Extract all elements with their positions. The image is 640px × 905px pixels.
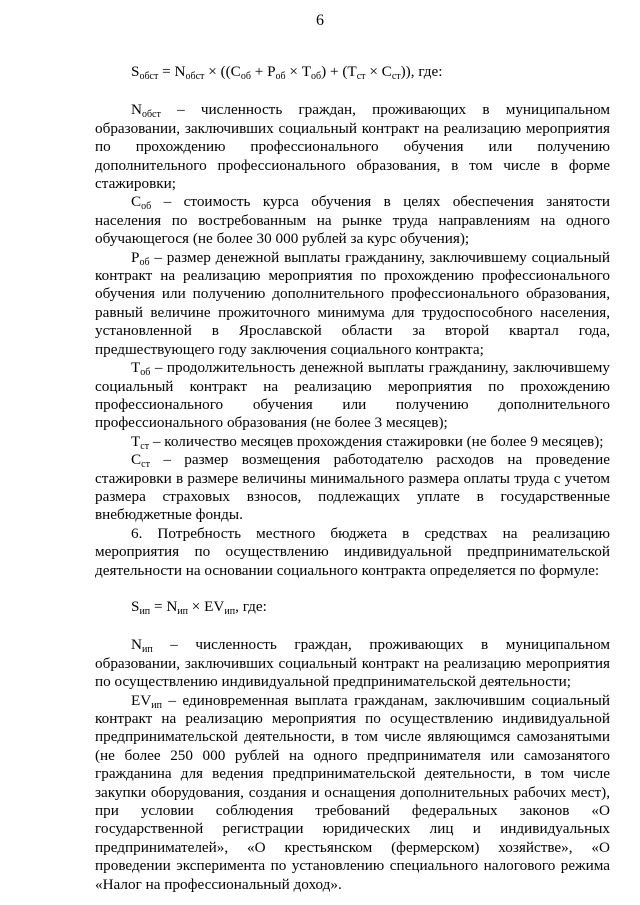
definition-c-st: $C_{ст}$ – размер возмещения работодателю расходов на проведение стажировки в размере величины минимального размера оплаты труда с учетом размера страховых взносов, подлежащих уплате в государственные внебюджетные фонды. (95, 451, 610, 524)
definition-p-ob: $P_{об}$ – размер денежной выплаты гражданину, заключившему социальный контракт на реализацию мероприятия по прохождению профессионального обучения или получению дополнительного профессионального образования, равный величине прожиточного минимума для трудоспособного населения, установленной в Ярославской области за второй квартал года, предшествующего году заключения социального контракта; (95, 248, 610, 358)
definition-ev-ip: $EV_{ип}$ – единовременная выплата гражданам, заключившим социальный контракт на реализацию мероприятия по осуществлению индивидуальной предпринимательской деятельности, в том числе являющимся самозанятыми (не более 250 000 рублей на одного предпринимателя или самозанятого гражданина для ведения предпринимательской деятельности, в том числе закупки оборудования, создания и оснащения дополнительных рабочих мест), при условии соблюдения требований федеральных законов «О государственной регистрации юридических лиц и индивидуальных предпринимателей», «О крестьянском (фермерском) хозяйстве», «О проведении эксперимента по установлению специального налогового режима «Налог на профессиональный доход». (95, 691, 610, 893)
page-content (95, 57, 610, 894)
item-6-paragraph: 6. Потребность местного бюджета в средствах на реализацию мероприятия по осуществлению индивидуальной предпринимательской деятельности на основании социального контракта определяется по формуле: (95, 524, 610, 579)
definition-c-ob: $C_{об}$ – стоимость курса обучения в целях обеспечения занятости населения по востребованным на рынке труда направлениям на одного обучающегося (не более 30 000 рублей за курс обучения); (95, 193, 610, 248)
formula-s-obst: $S_{обст} = N_{обст} \times ((C_{об} + P_{об} \times T_{об}) + (T_{ст} \times C_{ст}))$, где: (131, 63, 443, 82)
definitions-ip (95, 636, 610, 894)
definition-n-ip: $N_{ип}$ – численность граждан, проживающих в муниципальном образовании, заключивших социальный контракт на реализацию мероприятия по осуществлению индивидуальной предпринимательской деятельности; (95, 636, 610, 691)
definition-t-ob: $T_{об}$ – продолжительность денежной выплаты гражданину, заключившему социальный контракт на реализацию мероприятия по прохождению профессионального обучения или получению дополнительного профессионального образования (не более 3 месяцев); (95, 359, 610, 432)
definition-t-st: $T_{ст}$ – количество месяцев прохождения стажировки (не более 9 месяцев); (131, 432, 604, 452)
formula-s-ip: $S_{ип} = N_{ип} \times EV_{ип}$, где: (131, 597, 267, 617)
definitions-obst (95, 101, 610, 580)
page-number: 6 (316, 12, 324, 29)
definition-n-obst: $N_{обст}$ – численность граждан, проживающих в муниципальном образовании, заключивших социальный контракт на реализацию мероприятия по прохождению профессионального обучения или получению дополнительного профессионального образования, в том числе в форме стажировки; (95, 101, 610, 193)
